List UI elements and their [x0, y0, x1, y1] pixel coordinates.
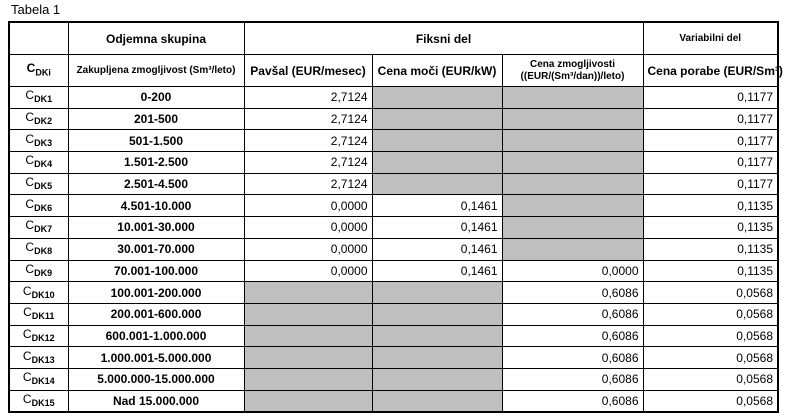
table-caption: Tabela 1 [11, 2, 61, 17]
power-price-cell [372, 173, 502, 195]
consumer-code-sub: DK9 [34, 267, 53, 278]
flat-fee-cell [244, 325, 372, 347]
capacity-range-cell: 10.001-30.000 [68, 217, 244, 239]
consumer-code [9, 260, 68, 282]
table-row [9, 108, 778, 130]
consumer-code-sub: DK11 [31, 311, 55, 322]
header-power-price: Cena moči (EUR/kW) [372, 55, 502, 87]
consumption-price-cell: 0,0568 [643, 325, 778, 347]
consumer-code [9, 108, 68, 130]
table-row [9, 173, 778, 195]
capacity-price-cell [502, 195, 643, 217]
consumption-price-cell: 0,1135 [643, 217, 778, 239]
consumer-code [9, 368, 68, 390]
power-price-cell [372, 108, 502, 130]
flat-fee-cell: 0,0000 [244, 260, 372, 282]
table-row [9, 303, 778, 325]
consumer-code [9, 347, 68, 369]
flat-fee-cell: 2,7124 [244, 152, 372, 174]
table-row [9, 87, 778, 109]
consumer-code-sub: DK6 [34, 202, 53, 213]
consumer-code-main: C [25, 196, 35, 211]
capacity-range-cell: 600.001-1.000.000 [68, 325, 244, 347]
header-row-columns [9, 55, 778, 87]
flat-fee-cell: 2,7124 [244, 108, 372, 130]
table-row [9, 152, 778, 174]
consumer-code-sub: DK2 [34, 116, 53, 127]
power-price-cell: 0,1461 [372, 195, 502, 217]
capacity-price-cell [502, 217, 643, 239]
header-consumer-group: Odjemna skupina [68, 22, 244, 55]
power-price-cell [372, 130, 502, 152]
consumer-code-sub: DK1 [34, 94, 53, 105]
header-code [9, 55, 68, 87]
capacity-price-cell [502, 173, 643, 195]
capacity-price-cell: 0,0000 [502, 260, 643, 282]
capacity-range-cell: 200.001-600.000 [68, 303, 244, 325]
capacity-range-cell: 100.001-200.000 [68, 282, 244, 304]
capacity-range-cell: Nad 15.000.000 [68, 390, 244, 412]
consumer-code [9, 87, 68, 109]
consumer-code-main: C [25, 175, 35, 190]
consumer-code-main: C [25, 131, 35, 146]
power-price-cell [372, 368, 502, 390]
consumption-price-cell: 0,1177 [643, 130, 778, 152]
capacity-range-cell: 4.501-10.000 [68, 195, 244, 217]
capacity-price-cell: 0,6086 [502, 390, 643, 412]
power-price-cell: 0,1461 [372, 260, 502, 282]
consumption-price-cell: 0,0568 [643, 368, 778, 390]
consumer-code-main: C [25, 218, 35, 233]
power-price-cell [372, 325, 502, 347]
consumer-code [9, 217, 68, 239]
consumption-price-cell: 0,1135 [643, 195, 778, 217]
consumption-price-cell: 0,0568 [643, 390, 778, 412]
consumer-code-main: C [22, 348, 32, 363]
consumer-code-sub: DK12 [31, 332, 55, 343]
table-row [9, 260, 778, 282]
consumption-price-cell: 0,0568 [643, 303, 778, 325]
header-empty-cell [9, 22, 68, 55]
flat-fee-cell [244, 303, 372, 325]
header-fixed-part: Fiksni del [244, 22, 643, 55]
consumer-code-sub: DK7 [34, 224, 53, 235]
consumer-code-main: C [25, 240, 35, 255]
consumer-code-sub: DK5 [34, 181, 53, 192]
table-row [9, 325, 778, 347]
capacity-price-cell [502, 108, 643, 130]
header-code-main: C [26, 61, 36, 76]
flat-fee-cell: 0,0000 [244, 238, 372, 260]
consumer-code-main: C [25, 153, 35, 168]
table-row [9, 195, 778, 217]
table-row [9, 347, 778, 369]
capacity-price-cell [502, 130, 643, 152]
capacity-range-cell: 0-200 [68, 87, 244, 109]
consumer-code [9, 195, 68, 217]
consumer-code [9, 152, 68, 174]
flat-fee-cell: 0,0000 [244, 195, 372, 217]
capacity-price-cell [502, 87, 643, 109]
power-price-cell: 0,1461 [372, 238, 502, 260]
consumer-code [9, 130, 68, 152]
capacity-range-cell: 1.000.001-5.000.000 [68, 347, 244, 369]
consumer-code-main: C [23, 305, 32, 320]
consumer-code-main: C [25, 261, 35, 276]
capacity-price-cell: 0,6086 [502, 368, 643, 390]
consumption-price-cell: 0,1177 [643, 108, 778, 130]
consumer-code-sub: DK13 [31, 354, 55, 365]
header-capacity-price: Cena zmogljivosti ((EUR/(Sm³/dan))/leto) [502, 55, 643, 87]
consumer-code [9, 303, 68, 325]
consumer-code [9, 282, 68, 304]
power-price-cell [372, 87, 502, 109]
power-price-cell [372, 390, 502, 412]
header-consumption-price: Cena porabe (EUR/Sm³) [643, 55, 778, 87]
header-variable-part: Variabilni del [643, 22, 778, 55]
table-row [9, 130, 778, 152]
table-row [9, 217, 778, 239]
flat-fee-cell: 2,7124 [244, 87, 372, 109]
consumer-code-main: C [22, 370, 32, 385]
capacity-range-cell: 2.501-4.500 [68, 173, 244, 195]
power-price-cell [372, 152, 502, 174]
capacity-price-cell: 0,6086 [502, 282, 643, 304]
consumer-code-main: C [22, 283, 32, 298]
consumer-code-sub: DK14 [31, 376, 55, 387]
table-row [9, 238, 778, 260]
header-row-groups [9, 22, 778, 55]
consumption-price-cell: 0,1135 [643, 238, 778, 260]
power-price-cell: 0,1461 [372, 217, 502, 239]
tariff-table [8, 21, 783, 413]
consumer-code-sub: DK8 [34, 246, 53, 257]
capacity-range-cell: 1.501-2.500 [68, 152, 244, 174]
consumption-price-cell: 0,0568 [643, 282, 778, 304]
flat-fee-cell [244, 368, 372, 390]
capacity-price-cell [502, 152, 643, 174]
consumer-code [9, 238, 68, 260]
capacity-range-cell: 201-500 [68, 108, 244, 130]
consumer-code-sub: DK4 [34, 159, 53, 170]
header-capacity: Zakupljena zmogljivost (Sm³/leto) [68, 55, 244, 87]
consumer-code-main: C [22, 391, 32, 406]
table-row [9, 282, 778, 304]
flat-fee-cell: 2,7124 [244, 173, 372, 195]
consumer-code-main: C [25, 110, 35, 125]
flat-fee-cell: 0,0000 [244, 217, 372, 239]
consumer-code-sub: DK3 [34, 137, 53, 148]
power-price-cell [372, 282, 502, 304]
consumption-price-cell: 0,1177 [643, 87, 778, 109]
capacity-price-cell: 0,6086 [502, 303, 643, 325]
consumption-price-cell: 0,1177 [643, 152, 778, 174]
table-row [9, 368, 778, 390]
flat-fee-cell [244, 282, 372, 304]
consumer-code-main: C [25, 88, 35, 103]
consumption-price-cell: 0,0568 [643, 347, 778, 369]
header-code-sub: DKi [35, 67, 51, 78]
consumer-code-sub: DK10 [31, 289, 55, 300]
capacity-price-cell: 0,6086 [502, 325, 643, 347]
consumer-code [9, 173, 68, 195]
flat-fee-cell [244, 347, 372, 369]
consumption-price-cell: 0,1177 [643, 173, 778, 195]
consumer-code-main: C [22, 326, 32, 341]
capacity-range-cell: 5.000.000-15.000.000 [68, 368, 244, 390]
power-price-cell [372, 303, 502, 325]
consumption-price-cell: 0,1135 [643, 260, 778, 282]
flat-fee-cell: 2,7124 [244, 130, 372, 152]
capacity-range-cell: 70.001-100.000 [68, 260, 244, 282]
header-flat-fee: Pavšal (EUR/mesec) [244, 55, 372, 87]
consumer-code [9, 325, 68, 347]
consumer-code-sub: DK15 [31, 397, 55, 408]
power-price-cell [372, 347, 502, 369]
flat-fee-cell [244, 390, 372, 412]
capacity-range-cell: 30.001-70.000 [68, 238, 244, 260]
consumer-code [9, 390, 68, 412]
capacity-range-cell: 501-1.500 [68, 130, 244, 152]
capacity-price-cell [502, 238, 643, 260]
capacity-price-cell: 0,6086 [502, 347, 643, 369]
table-row [9, 390, 778, 412]
